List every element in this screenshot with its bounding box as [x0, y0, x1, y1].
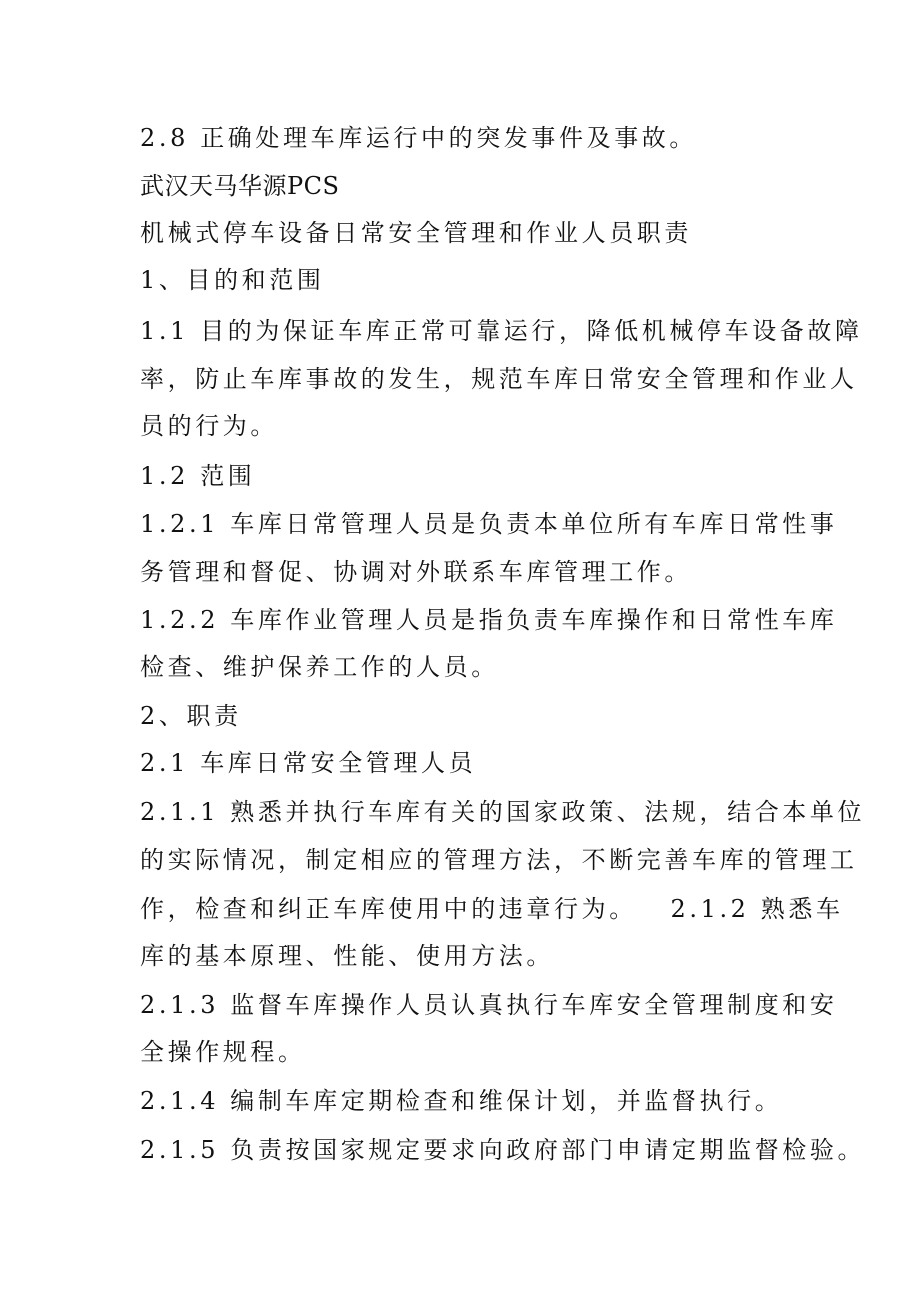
text-line: 机械式停车设备日常安全管理和作业人员职责: [140, 219, 692, 247]
text-line: 1.1 目的为保证车库正常可靠运行，降低机械停车设备故障: [140, 317, 863, 345]
text-line: 库的基本原理、性能、使用方法。: [140, 942, 554, 970]
text-line: 全操作规程。: [140, 1038, 306, 1066]
text-line: 2.1.1 熟悉并执行车库有关的国家政策、法规，结合本单位: [140, 798, 866, 826]
text-line: 2.1 车库日常安全管理人员: [140, 749, 477, 777]
text-line: 务管理和督促、协调对外联系车库管理工作。: [140, 558, 692, 586]
text-line: 率，防止车库事故的发生，规范车库日常安全管理和作业人: [140, 365, 858, 393]
text-line: 检查、维护保养工作的人员。: [140, 653, 499, 681]
text-line: 武汉天马华源PCS: [140, 172, 340, 200]
section-heading: 1、目的和范围: [140, 266, 325, 294]
text-line: 1.2 范围: [140, 462, 256, 490]
text-line: 1.2.1 车库日常管理人员是负责本单位所有车库日常性事: [140, 510, 838, 538]
text-line: 的实际情况，制定相应的管理方法，不断完善车库的管理工: [140, 846, 858, 874]
text-line: 1.2.2 车库作业管理人员是指负责车库操作和日常性车库: [140, 606, 838, 634]
text-line: 2.1.5 负责按国家规定要求向政府部门申请定期监督检验。: [140, 1136, 866, 1164]
text-line: 作，检查和纠正车库使用中的违章行为。 2.1.2 熟悉车: [140, 895, 844, 923]
text-line: 2.1.4 编制车库定期检查和维保计划，并监督执行。: [140, 1087, 783, 1115]
text-line: 2.8 正确处理车库运行中的突发事件及事故。: [140, 124, 697, 152]
text-line: 2.1.3 监督车库操作人员认真执行车库安全管理制度和安: [140, 991, 838, 1019]
section-heading: 2、职责: [140, 702, 242, 730]
text-line: 员的行为。: [140, 412, 278, 440]
